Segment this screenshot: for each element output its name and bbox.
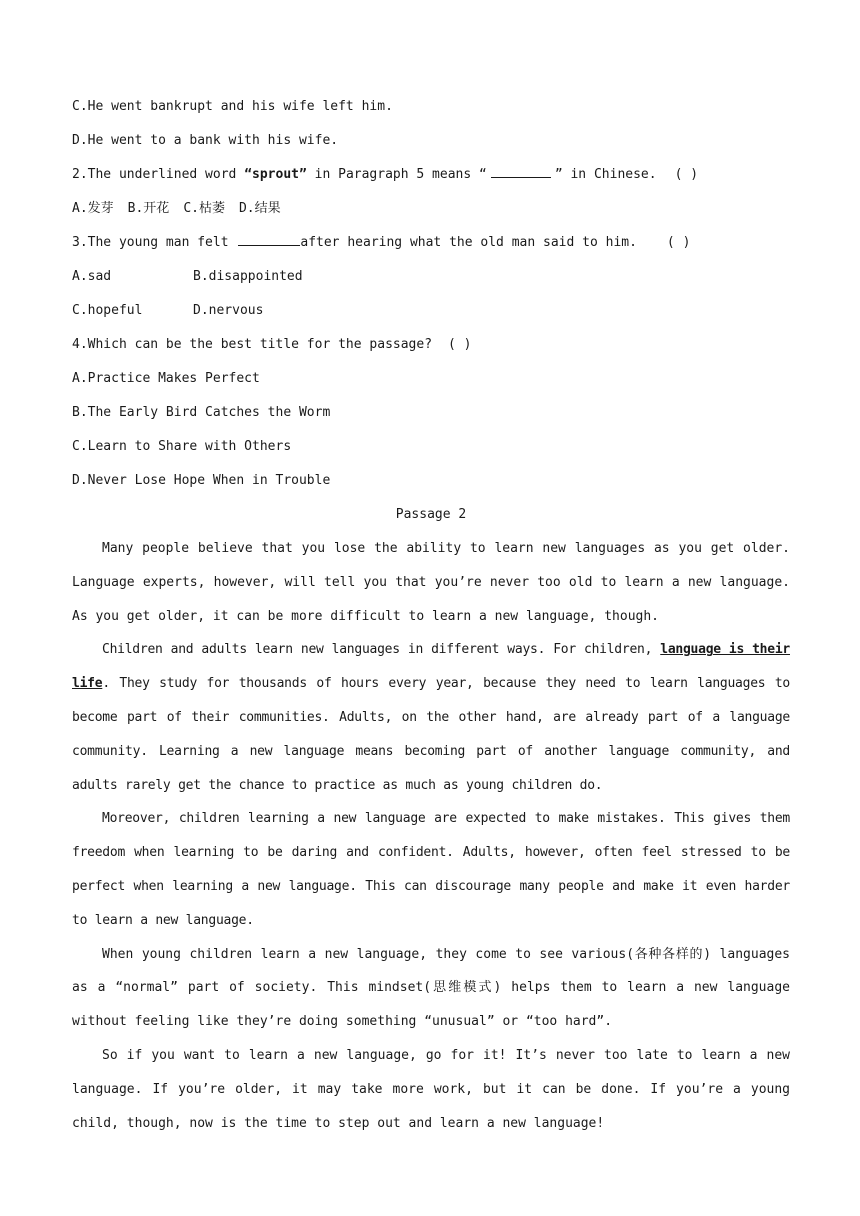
q3-option-b: B.disappointed (193, 269, 303, 284)
paragraph-2-start: Children and adults learn new languages in different ways. For children, (102, 642, 661, 658)
q3-prefix: 3.The young man felt (72, 235, 237, 250)
q3-option-c: C.hopeful (72, 303, 143, 318)
q3-options-row-2 (72, 294, 790, 328)
worksheet-page (72, 90, 790, 1140)
q2-middle: in Paragraph 5 means “ (306, 167, 487, 182)
q2-option-c: C.枯萎 (183, 201, 225, 216)
question-4 (72, 328, 790, 362)
q2-options (72, 192, 790, 226)
q4-answer-paren: ( ) (448, 337, 472, 352)
q3-answer-blank (238, 231, 300, 246)
q2-prefix: 2.The underlined word (72, 167, 245, 182)
question-3 (72, 226, 790, 260)
paragraph-1: Many people believe that you lose the ability to learn new languages as you get older. Language experts, however, will tell you that you’re never too old to learn a new language. As you get older, it can be more difficult to learn a new language, though. (72, 541, 790, 624)
underlined-phrase: language is their life (72, 642, 790, 692)
q4-option-c: C.Learn to Share with Others (72, 439, 292, 454)
q1-option-c: C.He went bankrupt and his wife left him. (72, 99, 393, 114)
paragraph-4: When young children learn a new language, they come to see various(各种各样的) languages as a “normal” part of society. This mindset(思维模式) helps them to learn a new language without feeling like they’re doing something “unusual” or “too hard”. (72, 946, 790, 1030)
paragraph-2-rest: . They study for thousands of hours every year, because they need to learn languages to become part of their communities. Adults, on the other hand, are already part of a language community. Learning a new language means becoming part of another language community, and adults rarely get the chance to practice as much as young children do. (72, 676, 790, 793)
passage-title: Passage 2 (395, 507, 467, 522)
paragraph-2 (72, 633, 790, 802)
q4-option-b: B.The Early Bird Catches the Worm (72, 405, 331, 420)
q2-option-a: A.发芽 (72, 201, 114, 216)
paragraph-3: Moreover, children learning a new language are expected to make mistakes. This gives them freedom when learning to be daring and confident. Adults, however, often feel stressed to be perfect when learning a new language. This can discourage many people and make it even harder to learn a new language. (72, 811, 790, 928)
q3-options-row-1 (72, 260, 790, 294)
q3-suffix: after hearing what the old man said to him. (300, 235, 637, 250)
q3-option-d: D.nervous (193, 303, 264, 318)
q2-answer-blank (491, 163, 551, 178)
q2-option-b: B.开花 (127, 201, 170, 216)
q4-stem: 4.Which can be the best title for the passage? (72, 337, 433, 352)
q2-option-d: D.结果 (238, 201, 281, 216)
q2-suffix: ” in Chinese. (554, 167, 657, 182)
q3-answer-paren: ( ) (666, 235, 691, 250)
q2-answer-paren: ( ) (674, 167, 699, 182)
q1-option-d: D.He went to a bank with his wife. (72, 133, 339, 148)
q3-option-a: A.sad (72, 269, 112, 284)
q4-option-a: A.Practice Makes Perfect (72, 371, 260, 386)
question-2 (72, 158, 790, 192)
q4-option-d: D.Never Lose Hope When in Trouble (72, 473, 331, 488)
q2-target-word: “sprout” (244, 167, 307, 182)
paragraph-5: So if you want to learn a new language, go for it! It’s never too late to learn a new language. If you’re older, it may take more work, but it can be done. If you’re a young child, though, now is the time to step out and learn a new language! (72, 1047, 790, 1131)
